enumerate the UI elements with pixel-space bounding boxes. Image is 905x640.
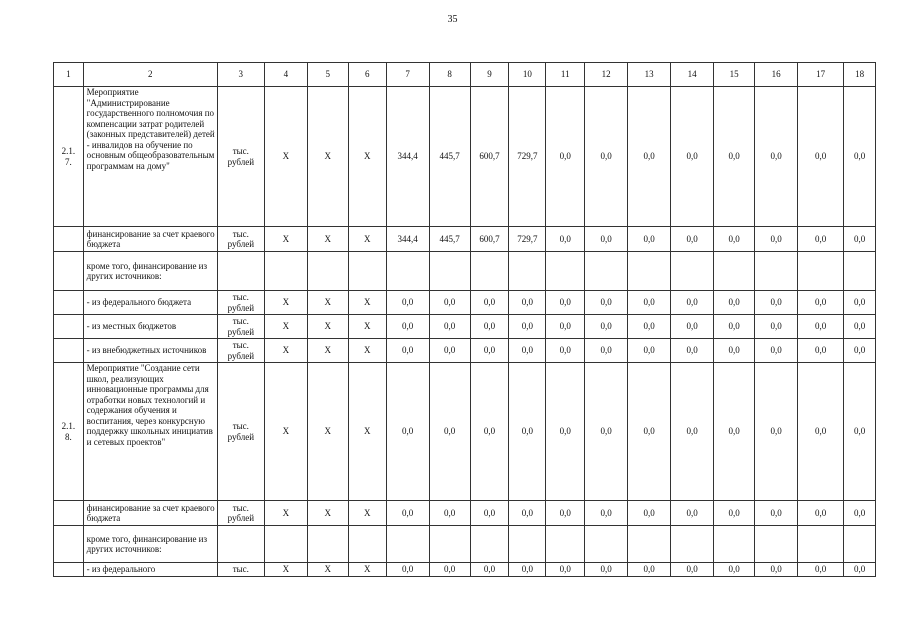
value-cell: 0,0 — [509, 563, 546, 577]
value-cell: 445,7 — [429, 87, 470, 227]
value-cell: 729,7 — [509, 87, 546, 227]
value-cell: X — [307, 227, 348, 252]
value-cell: X — [307, 501, 348, 526]
row-number-cell — [54, 563, 84, 577]
value-cell: 0,0 — [429, 363, 470, 501]
value-cell: 0,0 — [844, 563, 876, 577]
column-number-9: 9 — [470, 63, 509, 87]
value-cell: 0,0 — [546, 363, 585, 501]
value-cell: 0,0 — [546, 227, 585, 252]
column-number-16: 16 — [755, 63, 798, 87]
unit-cell: тыс. рублей — [217, 87, 264, 227]
value-cell: 0,0 — [429, 339, 470, 363]
unit-cell — [217, 252, 264, 291]
value-cell: X — [348, 339, 386, 363]
value-cell: X — [348, 227, 386, 252]
value-cell: 445,7 — [429, 227, 470, 252]
value-cell — [509, 252, 546, 291]
value-cell: 0,0 — [585, 363, 628, 501]
value-cell: 0,0 — [755, 227, 798, 252]
description-cell: финансирование за счет краевого бюджета — [83, 501, 217, 526]
value-cell: 0,0 — [844, 501, 876, 526]
value-cell: 0,0 — [470, 291, 509, 315]
value-cell — [307, 526, 348, 563]
value-cell: X — [264, 363, 307, 501]
table-row — [54, 252, 876, 291]
value-cell: 0,0 — [546, 501, 585, 526]
value-cell: 0,0 — [798, 563, 844, 577]
value-cell: 0,0 — [585, 291, 628, 315]
description-cell: - из федерального — [83, 563, 217, 577]
value-cell — [585, 252, 628, 291]
row-number-cell — [54, 526, 84, 563]
value-cell: 0,0 — [798, 291, 844, 315]
value-cell: 0,0 — [844, 315, 876, 339]
description-cell: - из местных бюджетов — [83, 315, 217, 339]
column-number-8: 8 — [429, 63, 470, 87]
value-cell — [628, 526, 671, 563]
column-number-3: 3 — [217, 63, 264, 87]
column-number-5: 5 — [307, 63, 348, 87]
value-cell: X — [264, 227, 307, 252]
budget-table — [53, 62, 876, 577]
value-cell: 344,4 — [386, 87, 429, 227]
table-row — [54, 363, 876, 501]
value-cell: 0,0 — [844, 87, 876, 227]
value-cell: X — [348, 291, 386, 315]
value-cell: 0,0 — [386, 339, 429, 363]
value-cell: X — [264, 339, 307, 363]
column-number-6: 6 — [348, 63, 386, 87]
value-cell: 0,0 — [585, 227, 628, 252]
value-cell: 0,0 — [386, 563, 429, 577]
value-cell — [264, 252, 307, 291]
value-cell: 0,0 — [585, 315, 628, 339]
value-cell: 0,0 — [509, 339, 546, 363]
value-cell — [386, 252, 429, 291]
unit-cell: тыс. — [217, 563, 264, 577]
value-cell: 0,0 — [714, 363, 755, 501]
unit-cell: тыс. рублей — [217, 339, 264, 363]
value-cell: 0,0 — [386, 363, 429, 501]
unit-cell: тыс. рублей — [217, 291, 264, 315]
row-number-cell — [54, 315, 84, 339]
unit-cell — [217, 526, 264, 563]
value-cell: 0,0 — [628, 501, 671, 526]
value-cell — [470, 252, 509, 291]
value-cell: 0,0 — [714, 501, 755, 526]
value-cell: X — [348, 315, 386, 339]
value-cell: 0,0 — [671, 227, 714, 252]
value-cell: X — [264, 87, 307, 227]
value-cell: 0,0 — [755, 563, 798, 577]
value-cell: 0,0 — [509, 315, 546, 339]
unit-cell: тыс. рублей — [217, 315, 264, 339]
column-number-15: 15 — [714, 63, 755, 87]
value-cell: X — [348, 501, 386, 526]
value-cell: 0,0 — [509, 501, 546, 526]
value-cell: X — [264, 315, 307, 339]
table-row — [54, 339, 876, 363]
row-number-cell — [54, 291, 84, 315]
value-cell: 0,0 — [386, 501, 429, 526]
value-cell: 0,0 — [798, 315, 844, 339]
unit-cell: тыс. рублей — [217, 363, 264, 501]
value-cell: 0,0 — [671, 291, 714, 315]
value-cell: X — [307, 339, 348, 363]
description-cell: финансирование за счет краевого бюджета — [83, 227, 217, 252]
value-cell: X — [307, 315, 348, 339]
value-cell — [307, 252, 348, 291]
row-number-cell — [54, 339, 84, 363]
value-cell: 0,0 — [714, 87, 755, 227]
column-number-4: 4 — [264, 63, 307, 87]
value-cell — [671, 526, 714, 563]
value-cell: 344,4 — [386, 227, 429, 252]
value-cell: 0,0 — [671, 563, 714, 577]
value-cell: 0,0 — [714, 291, 755, 315]
column-number-17: 17 — [798, 63, 844, 87]
row-number-cell — [54, 252, 84, 291]
column-number-1: 1 — [54, 63, 84, 87]
description-cell: кроме того, финансирование из других источников: — [83, 526, 217, 563]
value-cell: 0,0 — [386, 315, 429, 339]
value-cell: 0,0 — [755, 363, 798, 501]
column-number-14: 14 — [671, 63, 714, 87]
value-cell: 0,0 — [714, 563, 755, 577]
value-cell: 0,0 — [714, 315, 755, 339]
value-cell: 0,0 — [755, 501, 798, 526]
value-cell: 0,0 — [546, 291, 585, 315]
value-cell: X — [348, 363, 386, 501]
value-cell: 0,0 — [798, 501, 844, 526]
value-cell: X — [264, 563, 307, 577]
value-cell: 0,0 — [671, 87, 714, 227]
value-cell — [798, 252, 844, 291]
unit-cell: тыс. рублей — [217, 227, 264, 252]
description-cell: Мероприятие "Создание сети школ, реализующих инновационные программы для отработки новых технологий и содержания обучения и воспитания, через конкурсную поддержку школьных инициатив и сетевых проектов" — [83, 363, 217, 501]
value-cell: 0,0 — [798, 339, 844, 363]
value-cell — [844, 252, 876, 291]
value-cell: 0,0 — [546, 315, 585, 339]
value-cell: 0,0 — [628, 315, 671, 339]
value-cell — [755, 526, 798, 563]
row-number-cell — [54, 501, 84, 526]
value-cell: 0,0 — [798, 87, 844, 227]
value-cell — [714, 252, 755, 291]
column-number-11: 11 — [546, 63, 585, 87]
value-cell: 0,0 — [628, 563, 671, 577]
description-cell: - из внебюджетных источников — [83, 339, 217, 363]
column-number-12: 12 — [585, 63, 628, 87]
value-cell: 0,0 — [628, 363, 671, 501]
value-cell: X — [348, 87, 386, 227]
value-cell: X — [264, 501, 307, 526]
value-cell: 0,0 — [628, 227, 671, 252]
value-cell: X — [307, 291, 348, 315]
value-cell: 0,0 — [755, 291, 798, 315]
value-cell — [348, 252, 386, 291]
value-cell: 0,0 — [671, 363, 714, 501]
value-cell: 0,0 — [470, 563, 509, 577]
value-cell: 729,7 — [509, 227, 546, 252]
value-cell: 0,0 — [470, 501, 509, 526]
value-cell: 0,0 — [798, 363, 844, 501]
value-cell: 0,0 — [429, 291, 470, 315]
table-row — [54, 87, 876, 227]
value-cell — [671, 252, 714, 291]
value-cell: 0,0 — [671, 339, 714, 363]
value-cell — [755, 252, 798, 291]
column-number-13: 13 — [628, 63, 671, 87]
value-cell: 0,0 — [714, 339, 755, 363]
value-cell — [844, 526, 876, 563]
value-cell: X — [307, 563, 348, 577]
value-cell: 0,0 — [585, 87, 628, 227]
value-cell — [264, 526, 307, 563]
header-row — [54, 63, 876, 87]
table-row — [54, 563, 876, 577]
value-cell: 0,0 — [628, 291, 671, 315]
value-cell — [798, 526, 844, 563]
table-row — [54, 501, 876, 526]
value-cell: 0,0 — [844, 227, 876, 252]
value-cell: 0,0 — [755, 315, 798, 339]
description-cell: кроме того, финансирование из других источников: — [83, 252, 217, 291]
value-cell — [470, 526, 509, 563]
row-number-cell — [54, 227, 84, 252]
value-cell: 0,0 — [628, 87, 671, 227]
value-cell: 0,0 — [546, 563, 585, 577]
table-row — [54, 291, 876, 315]
value-cell: 0,0 — [844, 291, 876, 315]
column-number-7: 7 — [386, 63, 429, 87]
value-cell — [585, 526, 628, 563]
value-cell: 0,0 — [470, 363, 509, 501]
value-cell: 600,7 — [470, 87, 509, 227]
column-number-2: 2 — [83, 63, 217, 87]
value-cell: 0,0 — [671, 315, 714, 339]
value-cell: 0,0 — [546, 339, 585, 363]
unit-cell: тыс. рублей — [217, 501, 264, 526]
value-cell: 0,0 — [509, 363, 546, 501]
value-cell — [429, 252, 470, 291]
column-number-18: 18 — [844, 63, 876, 87]
value-cell: X — [264, 291, 307, 315]
value-cell: 0,0 — [386, 291, 429, 315]
value-cell: 0,0 — [844, 339, 876, 363]
table-row — [54, 227, 876, 252]
value-cell — [546, 526, 585, 563]
value-cell: X — [348, 563, 386, 577]
value-cell: 0,0 — [509, 291, 546, 315]
value-cell — [546, 252, 585, 291]
value-cell: 0,0 — [844, 363, 876, 501]
value-cell: 0,0 — [585, 339, 628, 363]
value-cell: 0,0 — [585, 501, 628, 526]
page-number: 35 — [447, 14, 458, 25]
value-cell — [429, 526, 470, 563]
value-cell: 0,0 — [798, 227, 844, 252]
value-cell: 0,0 — [671, 501, 714, 526]
row-number-cell: 2.1. 7. — [54, 87, 84, 227]
value-cell — [628, 252, 671, 291]
value-cell — [386, 526, 429, 563]
value-cell: 0,0 — [470, 315, 509, 339]
value-cell: 0,0 — [755, 339, 798, 363]
value-cell: 0,0 — [755, 87, 798, 227]
description-cell: - из федерального бюджета — [83, 291, 217, 315]
description-cell: Мероприятие "Администрирование государственного полномочия по компенсации затрат родителей (законных представителей) детей - инвалидов на обучение по основным общеобразовательным программам на дому" — [83, 87, 217, 227]
table-row — [54, 526, 876, 563]
value-cell: 0,0 — [470, 339, 509, 363]
column-number-10: 10 — [509, 63, 546, 87]
value-cell: 0,0 — [429, 315, 470, 339]
value-cell: 0,0 — [585, 563, 628, 577]
row-number-cell: 2.1. 8. — [54, 363, 84, 501]
value-cell — [348, 526, 386, 563]
value-cell: X — [307, 87, 348, 227]
value-cell: 0,0 — [429, 563, 470, 577]
value-cell: 0,0 — [628, 339, 671, 363]
value-cell: 600,7 — [470, 227, 509, 252]
value-cell: 0,0 — [546, 87, 585, 227]
value-cell — [509, 526, 546, 563]
value-cell: 0,0 — [429, 501, 470, 526]
value-cell: X — [307, 363, 348, 501]
value-cell: 0,0 — [714, 227, 755, 252]
table-row — [54, 315, 876, 339]
value-cell — [714, 526, 755, 563]
